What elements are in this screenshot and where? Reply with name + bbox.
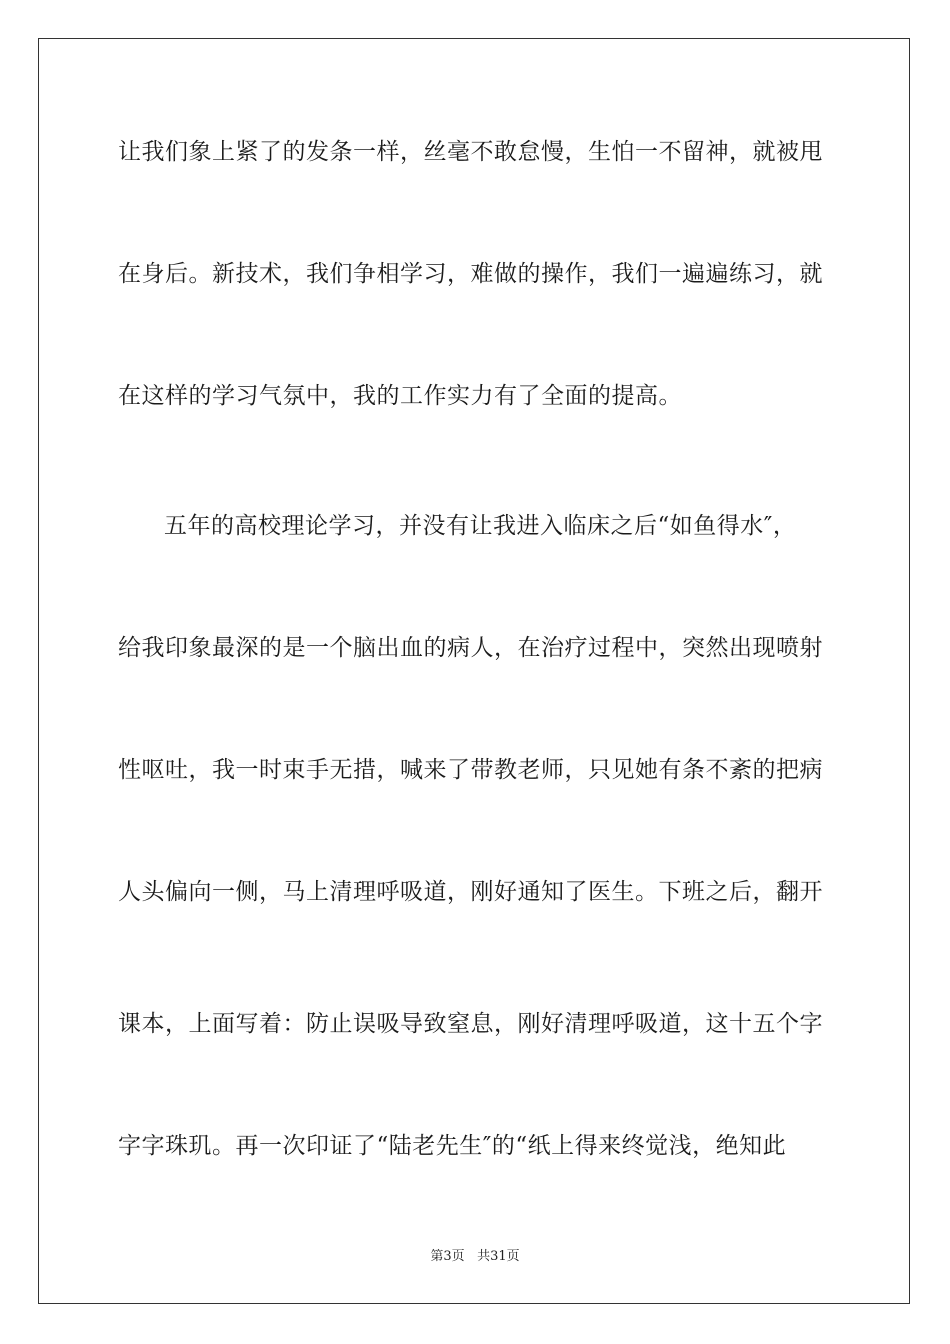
body-line-3: 在这样的学习气氛中，我的工作实力有了全面的提高。 <box>118 383 682 409</box>
body-line-4: 五年的高校理论学习，并没有让我进入临床之后“如鱼得水″， <box>164 513 797 539</box>
page-footer <box>0 1248 950 1266</box>
body-line-1: 让我们象上紧了的发条一样，丝毫不敢怠慢，生怕一不留神，就被甩 <box>118 139 823 165</box>
body-line-5: 给我印象最深的是一个脑出血的病人，在治疗过程中，突然出现喷射 <box>118 635 823 661</box>
page-number: 第3页 <box>430 1249 465 1264</box>
body-line-8: 课本，上面写着：防止误吸导致窒息，刚好清理呼吸道，这十五个字 <box>118 1011 823 1037</box>
body-line-6: 性呕吐，我一时束手无措，喊来了带教老师，只见她有条不紊的把病 <box>118 757 823 783</box>
page-border <box>38 38 910 1304</box>
page-total: 共31页 <box>477 1249 520 1264</box>
body-line-2: 在身后。新技术，我们争相学习，难做的操作，我们一遍遍练习，就 <box>118 261 823 287</box>
body-line-9: 字字珠玑。再一次印证了“陆老先生″的“纸上得来终觉浅，绝知此 <box>118 1133 787 1159</box>
body-line-7: 人头偏向一侧，马上清理呼吸道，刚好通知了医生。下班之后，翻开 <box>118 879 823 905</box>
